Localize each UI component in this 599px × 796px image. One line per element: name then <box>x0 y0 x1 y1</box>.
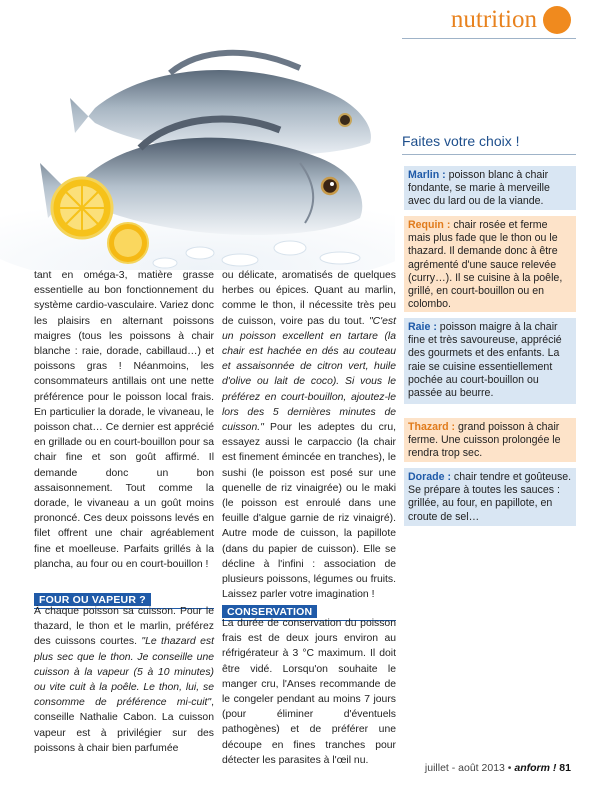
footer-date: juillet - août 2013 • <box>424 762 515 774</box>
sidebar-title-rule <box>402 154 576 155</box>
col2-text-before: ou délicate, aromatisés de quelques herbes ou épices. Quant au marlin, comme le thon, il nécessite très peu de cuisson, voire pas du tout. <box>222 270 396 327</box>
fish-box-lead: Dorade : <box>408 471 451 483</box>
header-rule <box>402 38 576 39</box>
fish-box-text: chair tendre et goûteuse. Se prépare à toutes les sauces : grillée, au four, en papillote, en croute de sel… <box>408 471 572 523</box>
conservation-heading-label: CONSERVATION <box>222 605 317 618</box>
four-quote: "Le thazard est plus sec que le thon. Je conseille une cuisson à la vapeur (5 à 10 minutes) ou vite cuit à la poêle. Le thon, lui, se consomme de préférence mi-cuit" <box>34 636 214 709</box>
fish-photo <box>0 38 395 270</box>
section-tag-label: nutrition <box>450 6 537 33</box>
body-column-1 <box>34 268 214 572</box>
fish-illustration <box>0 38 395 270</box>
fish-box-thazard <box>404 418 576 462</box>
fish-box-text: chair rosée et ferme mais plus fade que le thon ou le thazard. Il demande donc à être agrémenté d'une sauce relevée (curry…). Il se cuisine à la poêle, grillé, en court-bouillon ou en colombo. <box>408 219 563 311</box>
four-vapeur-text <box>34 604 214 756</box>
fish-box-text: grand poisson à chair ferme. Une cuisson prolongée le rendra trop sec. <box>408 421 561 460</box>
column-2-paragraph <box>222 268 396 602</box>
page-footer <box>425 762 571 774</box>
four-text-after: , conseille Nathalie Cabon. La cuisson vapeur est à privilégier sur des poissons à chair bien parfumée <box>34 697 214 754</box>
fish-box-lead: Raie : <box>408 321 437 333</box>
fish-box-marlin <box>404 166 576 210</box>
four-text-before: À chaque poisson sa cuisson. Pour le thazard, le thon et le marlin, préférez des cuissons courtes. <box>34 606 214 648</box>
fish-box-lead: Thazard : <box>408 421 456 433</box>
fish-box-text: poisson maigre à la chair fine et très savoureuse, apprécié des gourmets et des enfants. La raie se cuisine essentiellement pochée au court-bouillon ou passée au beurre. <box>408 321 562 400</box>
orange-dot-icon <box>543 6 571 34</box>
fish-box-lead: Marlin : <box>408 169 446 181</box>
fish-box-lead: Requin : <box>408 219 451 231</box>
conservation-text <box>222 616 396 768</box>
body-column-2 <box>222 268 396 602</box>
fish-box-raie <box>404 318 576 404</box>
fish-box-dorade <box>404 468 576 526</box>
conservation-paragraph: La durée de conservation du poisson frais est de deux jours environ au réfrigérateur à 3 °C maximum. Il doit être vidé. Lorsqu'on souhaite le manger cru, l'Anses recommande de le congeler pendant au moins 7 jours (pour éliminer d'éventuels pathogènes) et de préférer une découpe en fines tranches pour détecter les parasites à l'œil nu. <box>222 618 396 766</box>
fish-box-requin <box>404 216 576 312</box>
section-tag <box>451 6 571 34</box>
four-vapeur-paragraph <box>34 604 214 756</box>
sidebar-title: Faites votre choix ! <box>402 133 520 149</box>
fish-box-text: poisson blanc à chair fondante, se marie à merveille avec du lard ou de la viande. <box>408 169 550 208</box>
four-vapeur-heading-label: FOUR OU VAPEUR ? <box>34 593 151 606</box>
col2-quote: "C'est un poisson excellent en tartare (la chair est hachée en dés au couteau et assaisonnée de citron vert, huile d'olive ou lait de coco). Si vous le préférez en court-bouillon, ajoutez-le lors des 5 dernières minutes de cuisson." <box>222 315 396 434</box>
page-number: 81 <box>556 762 571 774</box>
col2-text-after: Pour les adeptes du cru, essayez aussi le carpaccio (la chair est finement émincée en tranches), le sushi (le poisson est posé sur une quenelle de riz vinaigrée) ou le maki (le poisson est enroulé dans une feuille d'algue garnie de riz vinaigré). Autre mode de cuisson, la papillote (dans du papier de cuisson). Elle se décline à l'infini : association de plusieurs poissons, légumes ou fruits. Laissez parler votre imagination ! <box>222 422 396 601</box>
column-1-paragraph: tant en oméga-3, matière grasse essentielle au bon fonctionnement du système cardio-vasculaire. Variez donc les plaisirs en alternant poissons maigres (tous les poissons à chair blanche : raie, dorade, cabillaud…) et poissons gras ! Néanmoins, les consommateurs antillais ont une nette préférence pour le poisson local frais. En particulier la dorade, le vivaneau, le poisson chat… Ce dernier est apprécié en grillade ou en court-bouillon pour sa chair fine et son goût affirmé. Il demande donc un bon assaisonnement. Tout comme la dorade, le vivaneau a un goût moins prononcé. Ces deux poissons levés en filet offrent une chair agréablement fine et moelleuse. Parfaits grillés à la plancha, au four ou en court-bouillon ! <box>34 270 214 570</box>
footer-brand: anform ! <box>514 762 557 774</box>
